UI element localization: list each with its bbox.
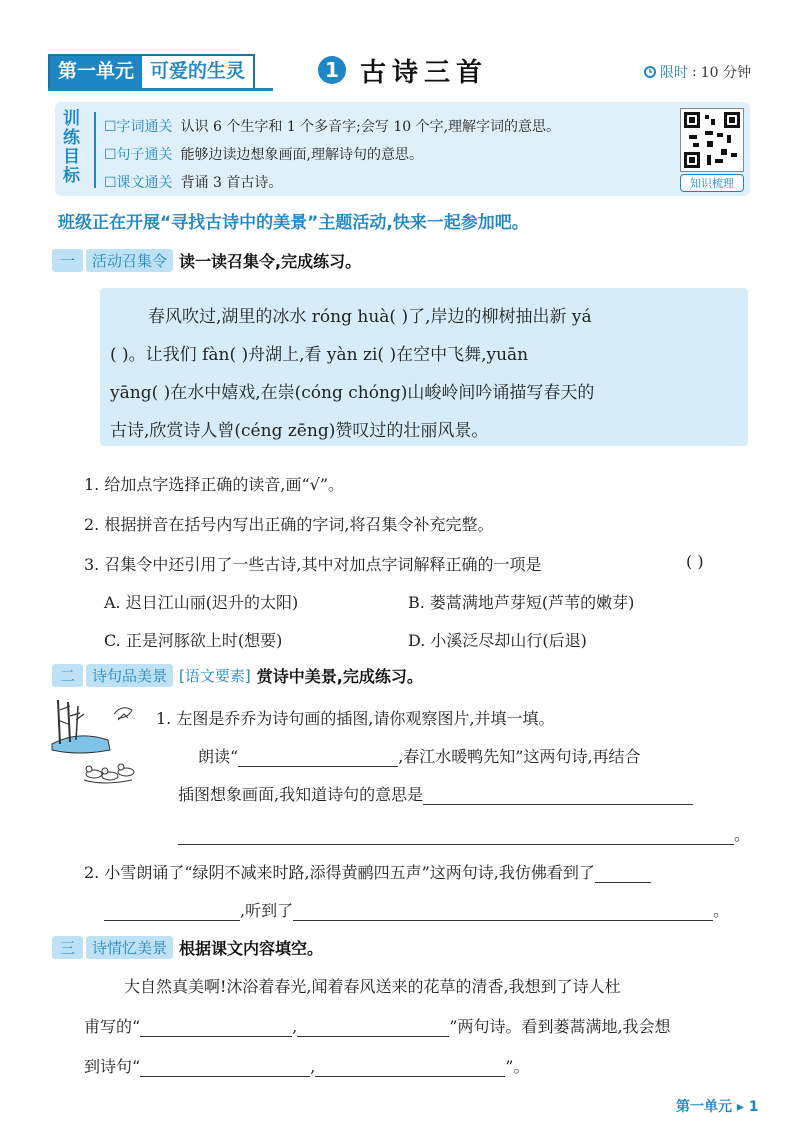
section1-header	[52, 249, 361, 272]
footer-arrow-icon: ▸	[736, 1099, 749, 1115]
poem-illustration	[48, 700, 148, 792]
goal-item	[104, 172, 282, 192]
text-fragment: ,	[310, 1057, 316, 1076]
section-instruction: 根据课文内容填空。	[179, 939, 324, 958]
time-limit-label: 限时	[660, 65, 688, 81]
section3-line3	[84, 1054, 529, 1077]
section3-line2	[84, 1014, 671, 1037]
answer-blank[interactable]	[140, 1018, 292, 1037]
qr-code[interactable]	[680, 108, 744, 172]
section-number: 二	[52, 664, 83, 687]
section-name: 活动召集令	[86, 249, 173, 272]
answer-blank[interactable]	[238, 748, 398, 767]
text-fragment: ,春江水暖鸭先知”这两句诗,再结合	[398, 747, 641, 766]
goal-text: 背诵 3 首古诗。	[180, 175, 283, 191]
notice-line: 春风吹过,湖里的冰水 róng huà( )了,岸边的柳树抽出新 yá	[148, 307, 592, 327]
goals-divider	[94, 112, 96, 188]
section2-q1-line2	[178, 782, 693, 805]
answer-blank[interactable]	[178, 826, 734, 845]
answer-blank[interactable]	[297, 1018, 449, 1037]
section-number: 三	[52, 936, 83, 959]
section3-line1: 大自然真美啊!沐浴着春光,闻着春风送来的花草的清香,我想到了诗人杜	[124, 977, 621, 996]
option-d[interactable]: D. 小溪泛尽却山行(后退)	[408, 631, 587, 650]
answer-blank[interactable]	[293, 902, 713, 921]
option-b[interactable]: B. 蒌蒿满地芦芽短(芦苇的嫩芽)	[408, 593, 635, 612]
text-fragment: 。	[734, 825, 751, 844]
lesson-number: 1	[318, 56, 346, 84]
time-limit: 限时 : 10 分钟	[644, 62, 751, 82]
qr-pattern-icon	[681, 109, 743, 171]
section-name: 诗情忆美景	[86, 936, 173, 959]
qr-caption: 知识梳理	[680, 174, 744, 192]
answer-blank[interactable]	[315, 1058, 505, 1077]
question-1: 1. 给加点字选择正确的读音,画“√”。	[84, 475, 344, 494]
answer-blank[interactable]	[423, 786, 693, 805]
section-tag: [语文要素]	[179, 667, 251, 685]
notice-line: ( )。让我们 fàn( )舟湖上,看 yàn zi( )在空中飞舞,yuān	[110, 345, 529, 365]
lesson-title: 古诗三首	[360, 58, 489, 88]
text-fragment: 朗读“	[198, 747, 239, 766]
text-fragment: 。	[713, 901, 730, 920]
activity-intro: 班级正在开展“寻找古诗中的美景”主题活动,快来一起参加吧。	[58, 213, 529, 233]
goal-key[interactable]: ☐句子通关	[104, 147, 173, 163]
goals-label: 训练目标	[63, 109, 80, 186]
answer-blank[interactable]	[595, 864, 651, 883]
text-fragment: 到诗句“	[84, 1057, 141, 1076]
section2-question-1: 1. 左图是乔乔为诗句画的插图,请你观察图片,并填一填。	[156, 709, 555, 728]
unit-theme: 可爱的生灵	[142, 56, 253, 88]
notice-line: 古诗,欣赏诗人曾(céng zēng)赞叹过的壮丽风景。	[110, 421, 489, 441]
text-fragment: 2. 小雪朗诵了“绿阴不减来时路,添得黄鹂四五声”这两句诗,我仿佛看到了	[84, 863, 595, 882]
header-underline	[48, 88, 273, 91]
section3-header	[52, 936, 323, 959]
text-fragment: ,听到了	[240, 901, 294, 920]
section-instruction: 读一读召集令,完成练习。	[179, 252, 362, 271]
text-fragment: 插图想象画面,我知道诗句的意思是	[178, 785, 424, 804]
page-number: 1	[748, 1099, 759, 1115]
option-a[interactable]: A. 迟日江山丽(迟升的太阳)	[104, 593, 299, 612]
option-c[interactable]: C. 正是河豚欲上时(想要)	[104, 631, 283, 650]
section2-header	[52, 664, 423, 687]
unit-tag	[48, 54, 255, 90]
answer-paren[interactable]: ( )	[686, 552, 704, 571]
answer-blank[interactable]	[104, 902, 240, 921]
section-name: 诗句品美景	[86, 664, 173, 687]
text-fragment: ”两句诗。看到蒌蒿满地,我会想	[449, 1017, 671, 1036]
text-fragment: ”。	[505, 1057, 530, 1076]
text-fragment: ,	[292, 1017, 298, 1036]
section2-q1-line3	[178, 822, 750, 845]
goal-text: 认识 6 个生字和 1 个多音字;会写 10 个字,理解字词的意思。	[180, 119, 561, 135]
goal-item	[104, 144, 423, 164]
goal-key[interactable]: ☐课文通关	[104, 175, 173, 191]
time-limit-value: 10 分钟	[700, 65, 751, 81]
section2-q2-line2	[104, 898, 729, 921]
text-fragment: 甫写的“	[84, 1017, 141, 1036]
page-footer	[676, 1096, 759, 1116]
goal-item	[104, 116, 560, 136]
goal-key[interactable]: ☐字词通关	[104, 119, 173, 135]
notice-line: yāng( )在水中嬉戏,在崇(cóng chóng)山峻岭间吟诵描写春天的	[110, 383, 595, 403]
unit-label: 第一单元	[50, 56, 142, 88]
question-3: 3. 召集令中还引用了一些古诗,其中对加点字词解释正确的一项是	[84, 555, 542, 574]
answer-blank[interactable]	[140, 1058, 310, 1077]
question-2: 2. 根据拼音在括号内写出正确的字词,将召集令补充完整。	[84, 515, 494, 534]
section2-q1-line1	[198, 744, 641, 767]
clock-icon	[644, 66, 656, 78]
section-instruction: 赏诗中美景,完成练习。	[256, 667, 423, 686]
bamboo-ducks-icon	[48, 700, 148, 792]
goal-text: 能够边读边想象画面,理解诗句的意思。	[180, 147, 424, 163]
footer-unit: 第一单元	[676, 1099, 732, 1115]
section-number: 一	[52, 249, 83, 272]
section2-q2-line1	[84, 860, 651, 883]
